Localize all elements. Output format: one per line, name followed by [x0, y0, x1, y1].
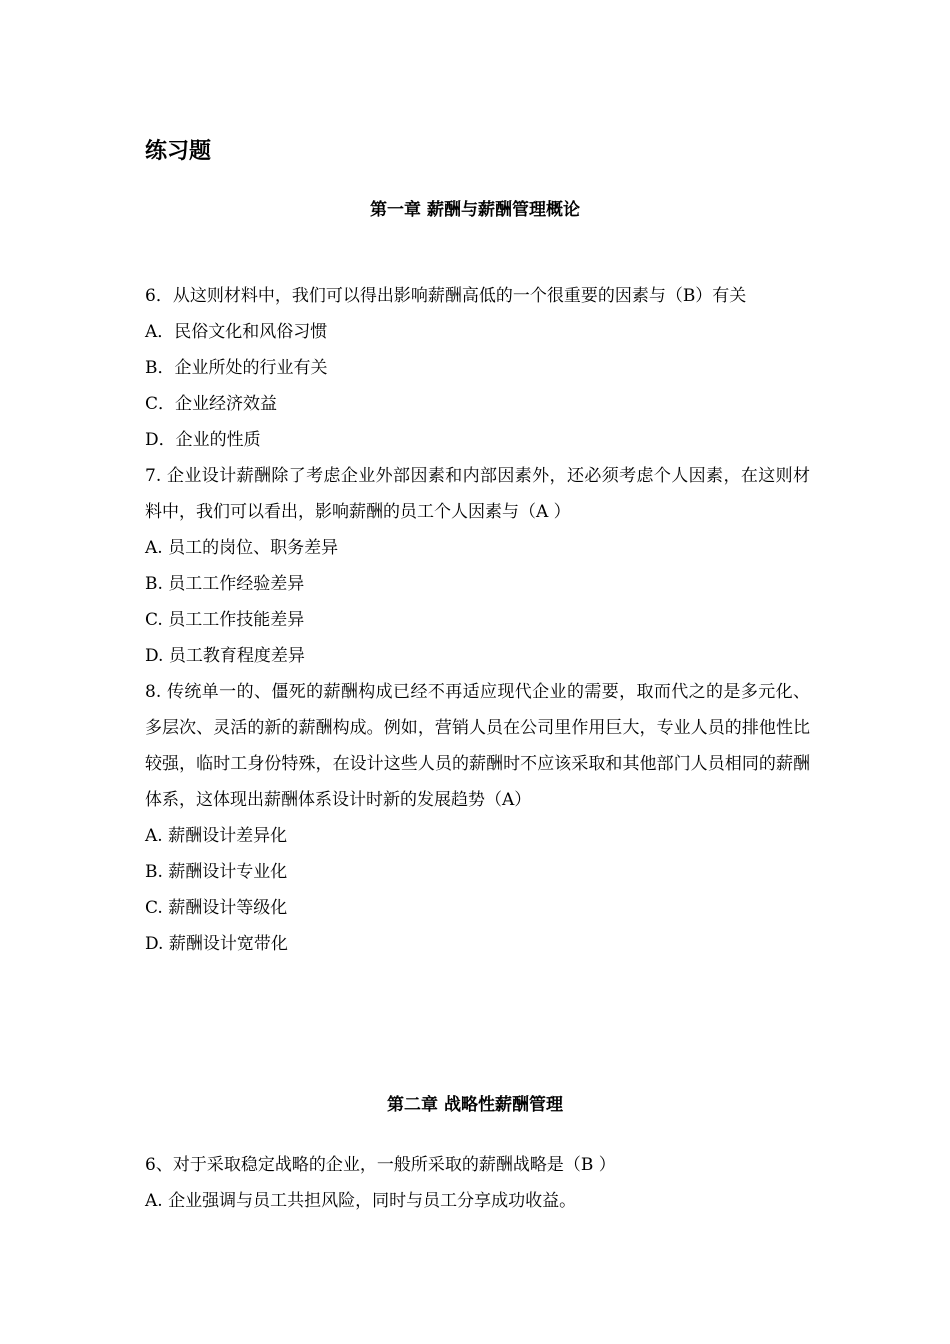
question-7-option-d: D. 员工教育程度差异: [145, 646, 305, 666]
chapter-2-questions: [145, 1147, 810, 1219]
question-6-option-c: C．企业经济效益: [145, 394, 278, 414]
question-7-option-b: B. 员工工作经验差异: [145, 574, 305, 594]
question-8-option-d: D. 薪酬设计宽带化: [145, 934, 288, 954]
chapter-2-title: 第二章 战略性薪酬管理: [387, 1095, 563, 1115]
question-8-option-b: B. 薪酬设计专业化: [145, 862, 288, 882]
chapter-1-questions: [145, 278, 810, 962]
question-2-6-text: 6、对于采取稳定战略的企业，一般所采取的薪酬战略是（B ）: [145, 1155, 616, 1175]
question-7-option-c: C. 员工工作技能差异: [145, 610, 305, 630]
question-7-option-a: A. 员工的岗位、职务差异: [145, 538, 339, 558]
question-6-option-b: B．企业所处的行业有关: [145, 358, 328, 378]
question-8-option-a: A. 薪酬设计差异化: [145, 826, 288, 846]
question-6-option-a: A．民俗文化和风俗习惯: [145, 322, 328, 342]
question-8-text: 8. 传统单一的、僵死的薪酬构成已经不再适应现代企业的需要，取而代之的是多元化、多层次、灵活的新的薪酬构成。例如，营销人员在公司里作用巨大，专业人员的排他性比较强，临时工身份特殊，在设计这些人员的薪酬时不应该采取和其他部门人员相同的薪酬体系，这体现出薪酬体系设计时新的发展趋势（A）: [145, 682, 810, 810]
question-8-option-c: C. 薪酬设计等级化: [145, 898, 288, 918]
chapter-1-title: 第一章 薪酬与薪酬管理概论: [370, 200, 580, 220]
question-6-option-d: D．企业的性质: [145, 430, 261, 450]
question-7-text: 7. 企业设计薪酬除了考虑企业外部因素和内部因素外，还必须考虑个人因素，在这则材料中，我们可以看出，影响薪酬的员工个人因素与（A ）: [145, 466, 810, 522]
page-title: 练习题: [145, 139, 212, 164]
question-2-6-option-a: A. 企业强调与员工共担风险，同时与员工分享成功收益。: [145, 1191, 577, 1211]
question-6-text: 6．从这则材料中，我们可以得出影响薪酬高低的一个很重要的因素与（B）有关: [145, 286, 747, 306]
